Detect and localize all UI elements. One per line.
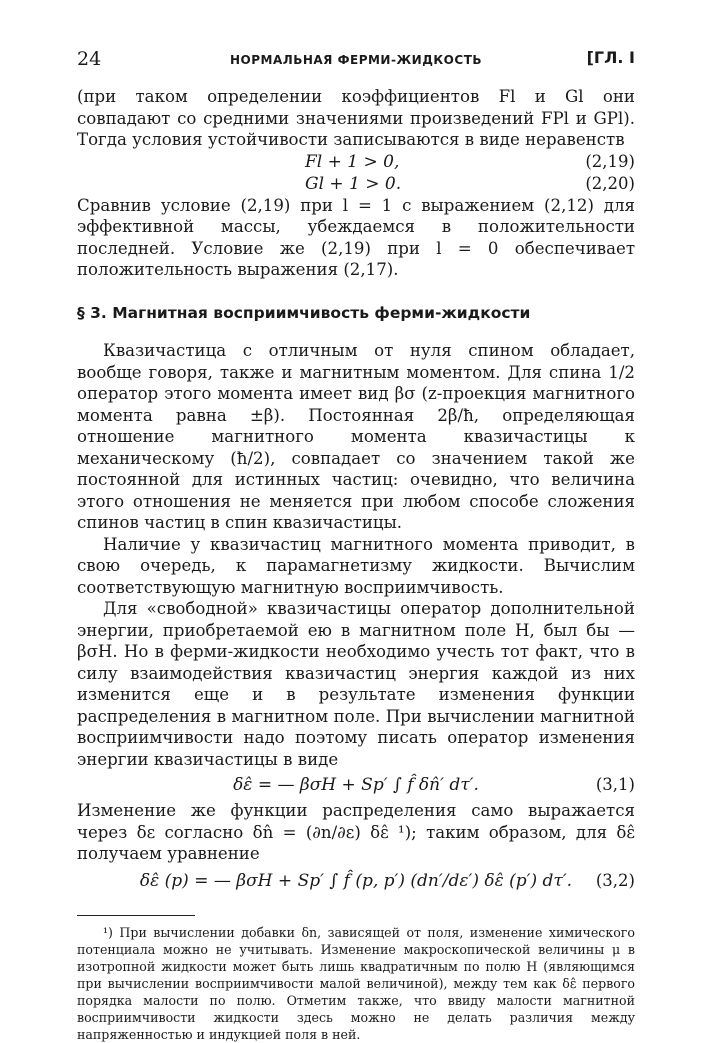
- equation-2-20-formula: Gl + 1 > 0.: [305, 173, 402, 194]
- page-number: 24: [77, 48, 102, 70]
- equation-2-20: [77, 173, 635, 195]
- paragraph-paramagnetism: Наличие у квазичастиц магнитного момента приводит, в свою очередь, к парамагнетизму жидкости. Вычислим соответствующую магнитную восприимчивость.: [77, 534, 635, 597]
- paragraph-free-quasiparticle: Для «свободной» квазичастицы оператор дополнительной энергии, приобретаемой ею в магнитном поле H, был бы —βσH. Но в ферми-жидкости необходимо учесть тот факт, что в силу взаимодействия квазичастиц энергия каждой из них изменится еще и в результате изменения функции распределения в магнитном поле. При вычислении магнитной восприимчивости надо поэтому писать оператор изменения энергии квазичастицы в виде: [77, 599, 635, 769]
- equation-3-1-number: (3,1): [595, 775, 635, 794]
- equation-2-19-number: (2,19): [585, 151, 635, 171]
- equation-2-19-formula: Fl + 1 > 0,: [305, 151, 400, 172]
- footnote-separator: [77, 915, 195, 916]
- equation-2-20-number: (2,20): [585, 173, 635, 193]
- footnote: [77, 924, 635, 1043]
- equation-3-1-formula: δε̂ = — βσH + Sp′ ∫ f̂ δn̂′ dτ′.: [233, 775, 479, 795]
- chapter-label: [ГЛ. I: [586, 48, 635, 67]
- section-heading: § 3. Магнитная восприимчивость ферми-жидкости: [77, 303, 531, 322]
- paragraph-magnetic-moment: Квазичастица с отличным от нуля спином обладает, вообще говоря, также и магнитным моментом. Для спина 1/2 оператор этого момента имеет вид βσ (z-проекция магнитного момента равна ±β). Постоянная 2β/ħ, определяющая отношение магнитного момента квазичастицы к механическому (ħ/2), совпадает со значением такой же постоянной для истинных частиц: очевидно, что величина этого отношения не меняется при любом способе сложения спинов частиц в спин квазичастицы.: [77, 341, 635, 532]
- running-header: [77, 48, 635, 72]
- paragraph-comparison: Сравнив условие (2,19) при l = 1 с выражением (2,12) для эффективной массы, убеждаемся в положительности последней. Условие же (2,19) при l = 0 обеспечивает положительность выражения (2,17).: [77, 195, 635, 279]
- running-title: НОРМАЛЬНАЯ ФЕРМИ-ЖИДКОСТЬ: [229, 53, 483, 67]
- equation-3-1: [77, 770, 635, 800]
- page-body: [77, 86, 635, 1043]
- equation-3-2: [77, 865, 635, 897]
- footnote-text: ¹) При вычислении добавки δn, зависящей от поля, изменение химического потенциала можно не учитывать. Изменение макроскопической величины μ в изотропной жидкости может быть лишь квадратичным по полю H (являющимся при вычислении восприимчивости малой величиной), между тем как δε̂ первого порядка малости по полю. Отметим также, что ввиду малости магнитной восприимчивости жидкости здесь можно не делать различия между напряженностью и индукцией поля в ней.: [77, 924, 635, 1042]
- equation-3-2-number: (3,2): [595, 870, 635, 890]
- paragraph-stability: (при таком определении коэффициентов Fl и Gl они совпадают со средними значениями произведений FPl и GPl). Тогда условия устойчивости записываются в виде неравенств: [77, 87, 635, 149]
- paragraph-distribution-change: Изменение же функции распределения само выражается через δε согласно δn̂ = (∂n/∂ε) δε̂ ¹); таким образом, для δε̂ получаем уравнение: [77, 801, 635, 863]
- equation-2-19: [77, 151, 635, 173]
- equation-3-2-formula: δε̂ (p) = — βσH + Sp′ ∫ f̂ (p, p′) (dn′/dε′) δε̂ (p′) dτ′.: [139, 870, 573, 891]
